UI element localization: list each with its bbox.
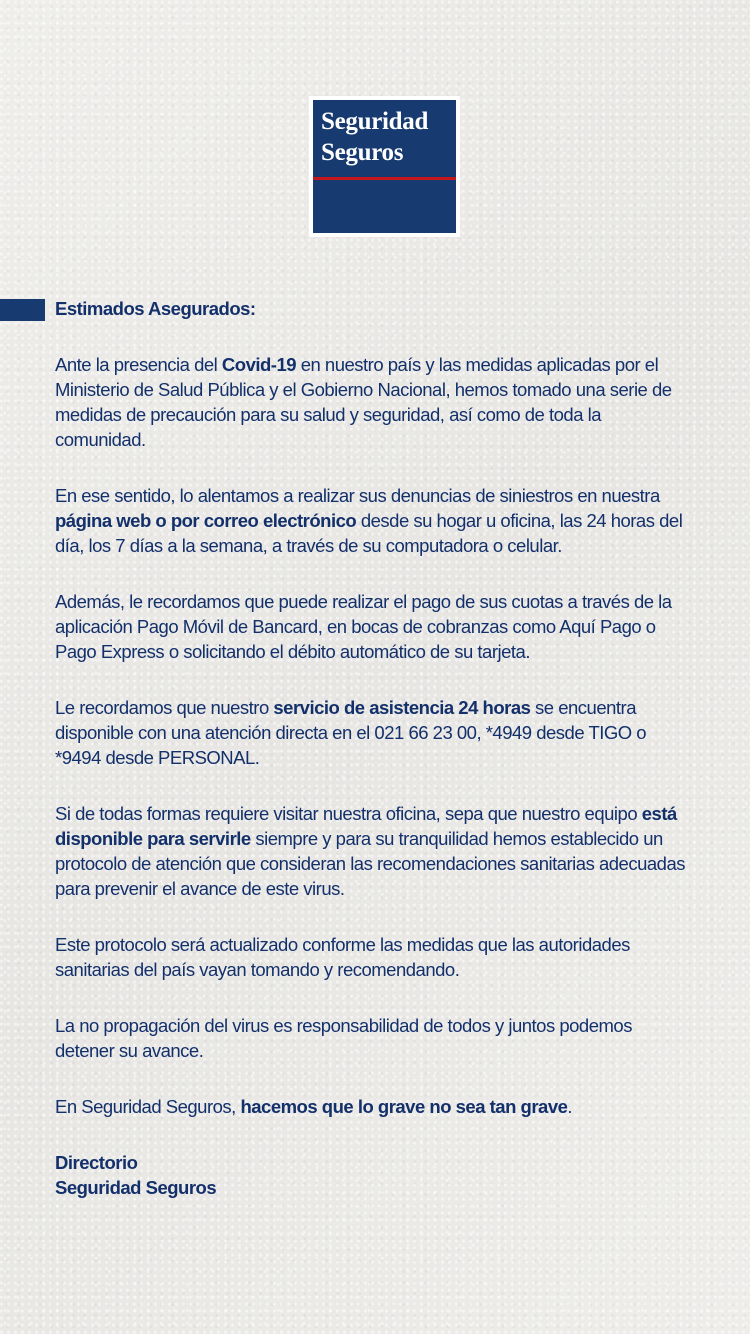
paragraph-office-bold: está disponible para servirle — [55, 803, 677, 849]
signature-line1: Directorio — [55, 1152, 138, 1173]
paragraph-covid — [55, 352, 695, 452]
paragraph-assistance-text-a: Le recordamos que nuestro — [55, 697, 274, 718]
paragraph-claims-text-a: En ese sentido, lo alentamos a realizar sus denuncias de siniestros en nuestra — [55, 485, 660, 506]
signature-line2: Seguridad Seguros — [55, 1177, 217, 1198]
paragraph-covid-bold: Covid-19 — [221, 354, 297, 375]
logo — [309, 96, 460, 237]
paragraph-claims-bold: página web o por correo electrónico — [55, 510, 357, 531]
paragraph-closing-bold: hacemos que lo grave no sea tan grave — [240, 1096, 568, 1117]
paragraph-claims — [55, 483, 695, 558]
paragraph-office-text-a: Si de todas formas requiere visitar nuestra oficina, sepa que nuestro equipo — [55, 803, 642, 824]
paragraph-assistance-bold: servicio de asistencia 24 horas — [273, 697, 531, 718]
paragraph-payments: Además, le recordamos que puede realizar el pago de sus cuotas a través de la aplicación Pago Móvil de Bancard, en bocas de cobranzas como Aquí Pago o Pago Express o solicitando el débito automático de su tarjeta. — [55, 591, 672, 662]
paragraph-closing-text-c: . — [567, 1096, 573, 1117]
side-accent-bar — [0, 299, 45, 321]
letter-body — [55, 296, 695, 1200]
greeting: Estimados Asegurados: — [55, 298, 256, 319]
paragraph-closing-text-a: En Seguridad Seguros, — [55, 1096, 241, 1117]
paragraph-closing — [55, 1094, 695, 1119]
paragraph-assistance-text-c: se encuentra disponible con una atención directa en el 021 66 23 00, *4949 desde TIGO o *9494 desde PERSONAL. — [55, 697, 647, 768]
paragraph-covid-text-c: en nuestro país y las medidas aplicadas por el Ministerio de Salud Pública y el Gobierno Nacional, hemos tomado una serie de medidas de precaución para su salud y seguridad, así como de toda la comunidad. — [55, 354, 672, 450]
paragraph-covid-text-a: Ante la presencia del — [55, 354, 222, 375]
logo-box — [313, 100, 456, 233]
logo-text-line2: Seguros — [321, 139, 404, 166]
paragraph-responsibility: La no propagación del virus es responsabilidad de todos y juntos podemos detener su avance. — [55, 1015, 632, 1061]
paragraph-office-text-c: siempre y para su tranquilidad hemos establecido un protocolo de atención que consideran las recomendaciones sanitarias adecuadas para prevenir el avance de este virus. — [55, 828, 685, 899]
paragraph-office — [55, 801, 695, 901]
paragraph-protocol: Este protocolo será actualizado conforme las medidas que las autoridades sanitarias del país vayan tomando y recomendando. — [55, 934, 630, 980]
paragraph-claims-text-c: desde su hogar u oficina, las 24 horas del día, los 7 días a la semana, a través de su computadora o celular. — [55, 510, 683, 556]
logo-text-line1: Seguridad — [321, 108, 429, 135]
logo-accent-bar — [313, 177, 456, 180]
paragraph-assistance — [55, 695, 695, 770]
signature — [55, 1150, 695, 1200]
